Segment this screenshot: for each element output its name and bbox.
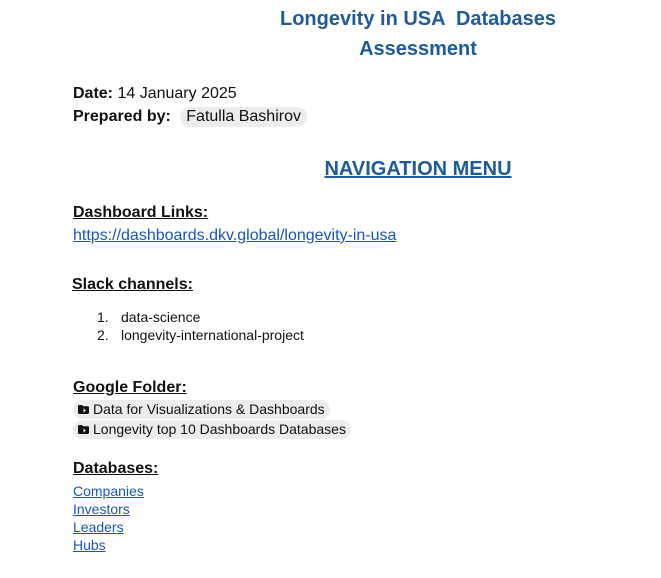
slack-channels-heading: Slack channels:	[72, 276, 193, 293]
navigation-menu-title: NAVIGATION MENU	[324, 158, 512, 180]
date-line	[73, 84, 237, 104]
dashboard-links-heading: Dashboard Links:	[73, 204, 209, 221]
slack-channel-name: data-science	[121, 309, 201, 325]
database-link-investors[interactable]: Investors	[73, 501, 130, 517]
prepared-by-label: Prepared by:	[73, 108, 171, 125]
database-link-hubs[interactable]: Hubs	[73, 537, 106, 553]
slack-channel-name: longevity-international-project	[121, 327, 304, 343]
prepared-by-line	[73, 107, 307, 127]
folder-chip-item	[73, 400, 330, 419]
list-item	[97, 308, 304, 326]
folder-name: Data for Visualizations & Dashboards	[93, 401, 325, 417]
database-link-list	[73, 482, 144, 554]
folder-chip[interactable]	[73, 400, 330, 419]
google-folder-heading: Google Folder:	[73, 379, 187, 396]
database-link-leaders[interactable]: Leaders	[73, 519, 124, 535]
databases-heading: Databases:	[73, 460, 159, 477]
folder-icon	[78, 405, 89, 414]
folder-name: Longevity top 10 Dashboards Databases	[93, 421, 346, 437]
folder-chip-item	[73, 420, 351, 439]
list-item	[97, 326, 304, 344]
slack-channel-list	[97, 308, 304, 344]
date-value: 14 January 2025	[117, 85, 237, 102]
document-title: Longevity in USA Databases Assessment	[280, 8, 561, 60]
folder-icon	[78, 425, 89, 434]
list-number: 2.	[97, 327, 109, 343]
folder-chip[interactable]	[73, 420, 351, 439]
dashboard-link[interactable]: https://dashboards.dkv.global/longevity-in-usa	[73, 227, 397, 244]
list-number: 1.	[97, 309, 109, 325]
date-label: Date:	[73, 85, 114, 102]
database-link-companies[interactable]: Companies	[73, 483, 144, 499]
person-chip[interactable]: Fatulla Bashirov	[180, 107, 307, 127]
